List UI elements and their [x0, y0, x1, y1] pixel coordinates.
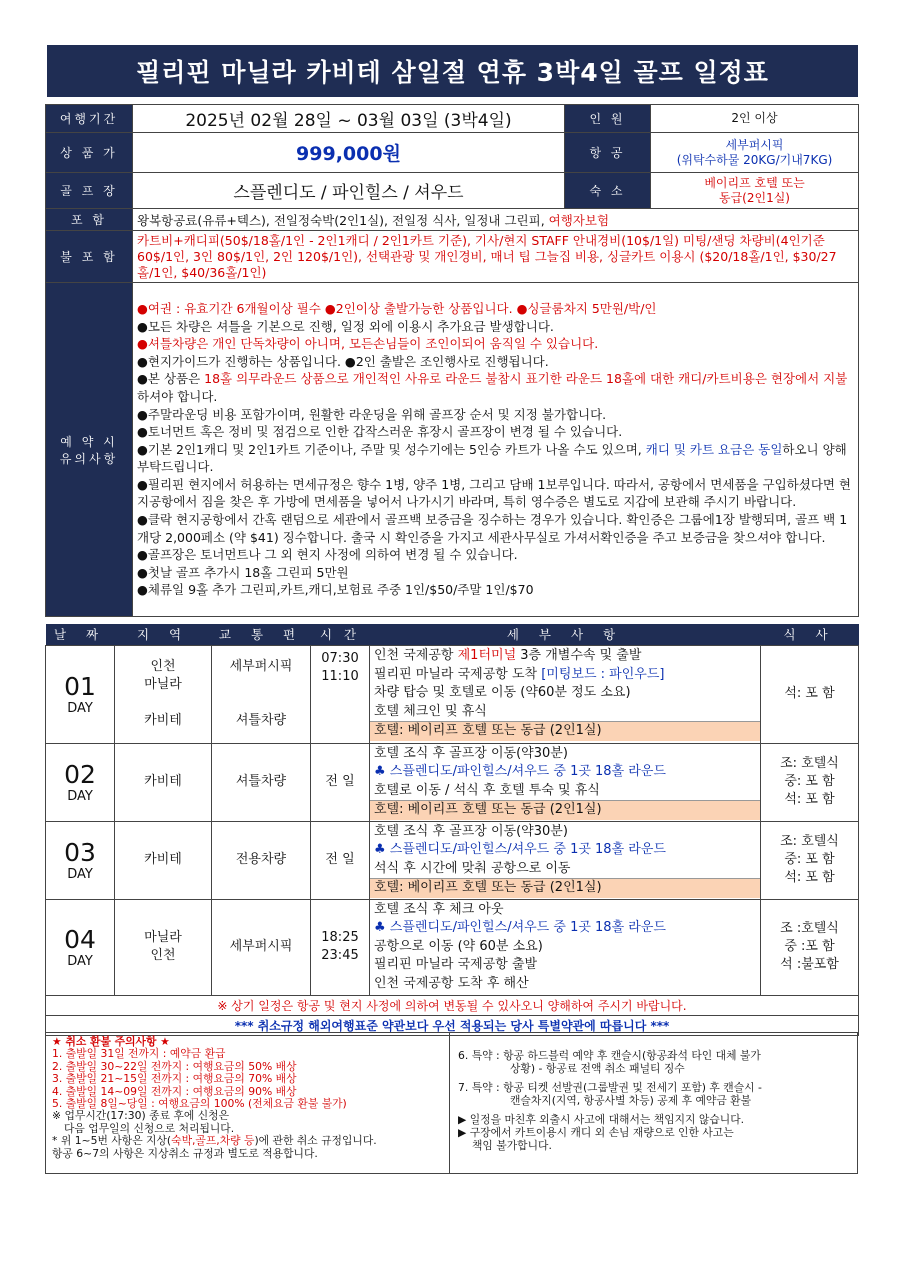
cancel-rule: 1. 출발일 31일 전까지 : 예약금 환급 [52, 1047, 226, 1061]
note-deposit: ●클락 현지공항에서 간혹 랜덤으로 세관에서 골프백 보증금을 징수하는 경우가 있습니다. 확인증은 그룹에1장 발행되며, 골프 백 1개당 2,000페소 (약 $41) 징수합니다. 출국 시 확인증을 가지고 세관사무실로 가셔서확인증을 주고 보증금을 찾으셔야 합니다. [137, 512, 848, 545]
term-line: 6. 특약 : 항공 하드블럭 예약 후 캔슬시(항공좌석 타인 대체 불가 [458, 1049, 761, 1062]
note-cart [137, 441, 854, 476]
meal-line: 조: 호텔식 [780, 756, 839, 771]
detail-line: 호텔 체크인 및 휴식 [374, 703, 487, 719]
note-golf-change: ●골프장은 토너먼트나 그 외 현지 사정에 의하여 변경 될 수 있습니다. [137, 547, 518, 563]
detail-line: 호텔 조식 후 골프장 이동(약30분) [374, 745, 568, 761]
day-label: DAY [67, 866, 93, 882]
day-transport: 셔틀차량 [212, 743, 311, 821]
note-tournament: ●토너먼트 혹은 정비 및 점검으로 인한 갑작스러운 휴장시 골프장이 변경 될 수 있습니다. [137, 424, 623, 440]
detail-round: ♣ 스플렌디도/파인힐스/셔우드 중 1곳 18홀 라운드 [374, 920, 666, 936]
transport-line: 세부퍼시픽 [229, 659, 293, 674]
detail-line: 호텔 조식 후 골프장 이동(약30분) [374, 823, 568, 839]
day-row-4 [46, 899, 859, 995]
cancel-note [52, 1135, 443, 1147]
time-line: 07:30 [321, 650, 359, 666]
cancel-rule: 2. 출발일 30~22일 전까지 : 여행요금의 50% 배상 [52, 1059, 297, 1073]
detail-round: ♣ 스플렌디도/파인힐스/셔우드 중 1곳 18홀 라운드 [374, 842, 666, 857]
cancel-policy-box [45, 1032, 858, 1174]
region-line: 마닐라 [144, 930, 182, 945]
day-time: 전 일 [311, 821, 370, 899]
term-line: 상황) - 항공료 전액 취소 패널티 징수 [510, 1062, 685, 1075]
meal-line: 조: 호텔식 [780, 834, 839, 849]
day-transport [212, 645, 311, 743]
cancel-rule: 5. 출발일 8일~당일 : 여행요금의 100% (전체요금 환불 불가) [52, 1097, 347, 1111]
detail-line: 차량 탑승 및 호텔로 이동 (약60분 정도 소요) [374, 685, 631, 701]
exclude-label: 불 포 함 [46, 231, 133, 283]
special-term-6 [458, 1049, 851, 1075]
detail-line: 호텔 조식 후 체크 아웃 [374, 901, 504, 917]
day-number [46, 821, 115, 899]
header-details: 세 부 사 항 [370, 624, 761, 645]
stay-label: 숙 소 [565, 173, 651, 209]
day-time: 전 일 [311, 743, 370, 821]
day-transport: 전용차량 [212, 821, 311, 899]
detail-line: 인천 국제공항 도착 후 해산 [374, 975, 529, 991]
note-duty-free: ●필리핀 현지에서 허용하는 면세규정은 향수 1병, 양주 1병, 그리고 담배 1보루입니다. 따라서, 공항에서 면세품을 구입하셨다면 현지공항에서 짐을 찾은 후 가방에 면세품을 넣어서 나가시기 바라며, 특히 영수증은 별도로 지갑에 보관해 주시기 바랍니다. [137, 476, 852, 510]
day-label: DAY [67, 953, 93, 969]
day-row-1 [46, 645, 859, 743]
page-title: 필리핀 마닐라 카비테 삼일절 연휴 3박4일 골프 일정표 [47, 45, 858, 97]
region-line: 인천 [150, 948, 176, 963]
day-num: 03 [64, 837, 96, 867]
day-region: 카비테 [115, 821, 212, 899]
air-value-line2: (위탁수하물 20KG/기내7KG) [676, 152, 833, 167]
day-details [370, 821, 761, 899]
include-text: 왕복항공료(유류+텍스), 전일정숙박(2인1실), 전일정 식사, 일정내 그린피, [137, 212, 549, 228]
cancel-note: 항공 6~7의 사항은 지상취소 규정과 별도로 적용합니다. [52, 1146, 318, 1160]
include-label: 포 함 [46, 209, 133, 231]
header-meal: 식 사 [761, 624, 859, 645]
day-region [115, 899, 212, 995]
notes-label [46, 283, 133, 617]
day-number [46, 743, 115, 821]
stay-value [651, 173, 859, 209]
day-num: 02 [64, 759, 96, 789]
notes-label-line2: 유의사항 [59, 451, 119, 466]
note-mandatory-a: ●본 상품은 [137, 371, 205, 387]
day-row-2 [46, 743, 859, 821]
note-guide: ●현지가이드가 진행하는 상품입니다. ●2인 출발은 조인행사로 진행됩니다. [137, 353, 549, 369]
hotel-line: 호텔: 베이리프 호텔 또는 동급 (2인1실) [370, 878, 760, 898]
include-value [133, 209, 859, 231]
day-transport: 세부퍼시픽 [212, 899, 311, 995]
price-value: 999,000원 [133, 133, 565, 173]
cancel-rule: 4. 출발일 14~09일 전까지 : 여행요금의 90% 배상 [52, 1084, 297, 1098]
detail-line: 공항으로 이동 (약 60분 소요) [374, 938, 543, 954]
detail-line [374, 647, 756, 666]
air-value-line1: 세부퍼시픽 [725, 137, 784, 152]
note-cart-a: ●기본 2인1캐디 및 2인1카트 기준이나, 주말 및 성수기에는 5인승 카트가 나올 수도 있으며, [137, 441, 646, 457]
stay-value-line2: 동급(2인1실) [718, 190, 790, 205]
note-extra-9: ●체류일 9홀 추가 그린피,카트,캐디,보험료 주중 1인/$50/주말 1인/$70 [137, 582, 534, 598]
cancel-policy-notice: *** 취소규정 해외여행표준 약관보다 우선 적용되는 당사 특별약관에 따릅니다 *** [46, 1015, 859, 1035]
cancel-heading: ★ 취소 환불 주의사항 ★ [52, 1035, 170, 1048]
day-meal [761, 821, 859, 899]
detail-line: 호텔로 이동 / 석식 후 호텔 투숙 및 휴식 [374, 782, 600, 798]
meal-line: 석: 포 함 [784, 870, 835, 885]
detail-line: 석식 후 시간에 맞춰 공항으로 이동 [374, 860, 571, 876]
notes-list [133, 283, 859, 617]
air-value [651, 133, 859, 173]
note-first-day: ●첫날 골프 추가시 18홀 그린피 5만원 [137, 564, 349, 580]
region-line: 마닐라 [144, 677, 182, 692]
meal-line: 중: 포 함 [784, 774, 835, 789]
special-term-7 [458, 1081, 851, 1107]
include-insurance: 여행자보험 [548, 212, 610, 228]
day-label: DAY [67, 788, 93, 804]
detail-text: 필리핀 마닐라 국제공항 도착 [374, 666, 542, 682]
detail-text: 인천 국제공항 [374, 648, 458, 664]
cancel-rule: 3. 출발일 21~15일 전까지 : 여행요금의 70% 배상 [52, 1072, 297, 1086]
header-date: 날 짜 [46, 624, 115, 645]
term-line: ▶ 구장에서 카트이용시 캐디 외 손님 재량으로 인한 사고는 [458, 1126, 734, 1139]
header-region: 지 역 [115, 624, 212, 645]
note-mandatory-b: 18홀 의무라운드 상품으로 개인적인 사유로 라운드 불참시 표기한 라운드 18홀에 대한 캐디/카트비용은 현장에서 지불 [204, 371, 848, 387]
term-line: 7. 특약 : 항공 티켓 선발권(그룹발권 및 전세기 포함) 후 캔슬시 - [458, 1081, 762, 1094]
hotel-line: 호텔: 베이리프 호텔 또는 동급 (2인1실) [370, 721, 760, 741]
price-label: 상 품 가 [46, 133, 133, 173]
hotel-line: 호텔: 베이리프 호텔 또는 동급 (2인1실) [370, 800, 760, 820]
cancel-note-c: )에 관한 취소 규정입니다. [254, 1134, 377, 1148]
people-value: 2인 이상 [651, 105, 859, 133]
schedule-table [45, 624, 859, 1036]
day-time [311, 645, 370, 743]
detail-line: 필리핀 마닐라 국제공항 출발 [374, 957, 538, 973]
day-num: 04 [64, 924, 96, 954]
meal-line: 중 :포 함 [784, 939, 835, 954]
detail-meeting-board: [미팅보드 : 파인우드] [541, 666, 665, 682]
day-label: DAY [67, 700, 93, 716]
detail-terminal: 제1터미널 [457, 648, 517, 664]
day-number [46, 645, 115, 743]
period-label: 여행기간 [46, 105, 133, 133]
special-terms [450, 1033, 857, 1173]
note-cart-b: 캐디 및 카트 요금은 동일 [645, 441, 783, 457]
time-line: 18:25 [321, 930, 359, 945]
note-mandatory-c: 하셔야 합니다. [137, 388, 218, 404]
period-value: 2025년 02월 28일 ~ 03월 03일 (3박4일) [133, 105, 565, 133]
trip-info-table [45, 104, 859, 617]
day-region [115, 645, 212, 743]
exclude-value: 카트비+캐디피(50$/18홀/1인 - 2인1캐디 / 2인1카트 기준), 기사/현지 STAFF 안내경비(10$/1일) 미팅/샌딩 차량비(4인기준 60$/1인, 3인 80$/1인, 2인 120$/1인), 선택관광 및 개인경비, 매너 팁 그늘집 비용, 싱글카트 이용시 ($20/18홀/1인, $30/27홀/1인, $40/36홀/1인) [133, 231, 859, 283]
notes-label-line1: 예 약 시 [60, 434, 118, 449]
cancel-note: 다음 업무일의 신청으로 처리됩니다. [64, 1121, 235, 1135]
stay-value-line1: 베이리프 호텔 또는 [704, 175, 805, 190]
detail-text: 3층 개별수속 및 출발 [516, 648, 642, 664]
note-mandatory-round [137, 370, 854, 405]
day-meal: 석: 포 함 [761, 645, 859, 743]
note-shuttle: ●모든 차량은 셔틀을 기본으로 진행, 일정 외에 이용시 추가요금 발생합니다. [137, 318, 554, 334]
cancel-note-b: 숙박,골프,차량 등 [171, 1134, 255, 1148]
day-row-3 [46, 821, 859, 899]
header-transport: 교 통 편 [212, 624, 311, 645]
day-num: 01 [64, 671, 96, 701]
meal-line: 조 :호텔식 [780, 921, 839, 936]
time-line: 11:10 [321, 668, 359, 684]
day-time [311, 899, 370, 995]
term-line: 캔슬차지(지역, 항공사별 차등) 공제 후 예약금 환불 [510, 1094, 752, 1107]
term-line: 책임 불가합니다. [472, 1139, 552, 1152]
meal-line: 중: 포 함 [784, 852, 835, 867]
day-meal [761, 899, 859, 995]
air-label: 항 공 [565, 133, 651, 173]
schedule-notice: ※ 상기 일정은 항공 및 현지 사정에 의하여 변동될 수 있사오니 양해하여 주시기 바랍니다. [46, 995, 859, 1015]
golf-value: 스플렌디도 / 파인힐스 / 셔우드 [133, 173, 565, 209]
day-region: 카비테 [115, 743, 212, 821]
cancel-note: ※ 업무시간(17:30) 종료 후에 신청은 [52, 1109, 230, 1123]
meal-line: 석 :불포함 [780, 957, 839, 972]
cancel-note-a: * 위 1~5번 사항은 지상( [52, 1134, 172, 1148]
day-details [370, 645, 761, 743]
people-label: 인 원 [565, 105, 651, 133]
note-shuttle-join: ●셔틀차량은 개인 단독차량이 아니며, 모든손님들이 조인이되어 움직일 수 있습니다. [137, 336, 599, 352]
header-time: 시 간 [311, 624, 370, 645]
day-meal [761, 743, 859, 821]
detail-round: ♣ 스플렌디도/파인힐스/셔우드 중 1곳 18홀 라운드 [374, 764, 666, 779]
golf-label: 골 프 장 [46, 173, 133, 209]
detail-line [374, 666, 756, 685]
note-passport: ●여권 : 유효기간 6개월이상 필수 ●2인이상 출발가능한 상품입니다. ●싱글룸차지 5만원/박/인 [137, 300, 657, 316]
note-weekend: ●주말라운딩 비용 포함가이며, 원활한 라운딩을 위해 골프장 순서 및 지정 불가합니다. [137, 406, 607, 422]
note-cart-c: 하오니 양해 부탁드립니다. [137, 441, 847, 475]
cancel-rules [46, 1033, 450, 1173]
day-details [370, 899, 761, 995]
day-details [370, 743, 761, 821]
transport-line: 셔틀차량 [235, 713, 287, 728]
day-number [46, 899, 115, 995]
time-line: 23:45 [321, 948, 359, 963]
meal-line: 석: 포 함 [784, 792, 835, 807]
region-line: 인천 [150, 659, 176, 674]
term-line: ▶ 일정을 마친후 외출시 사고에 대해서는 책임지지 않습니다. [458, 1113, 745, 1126]
region-line: 카비테 [144, 713, 182, 728]
